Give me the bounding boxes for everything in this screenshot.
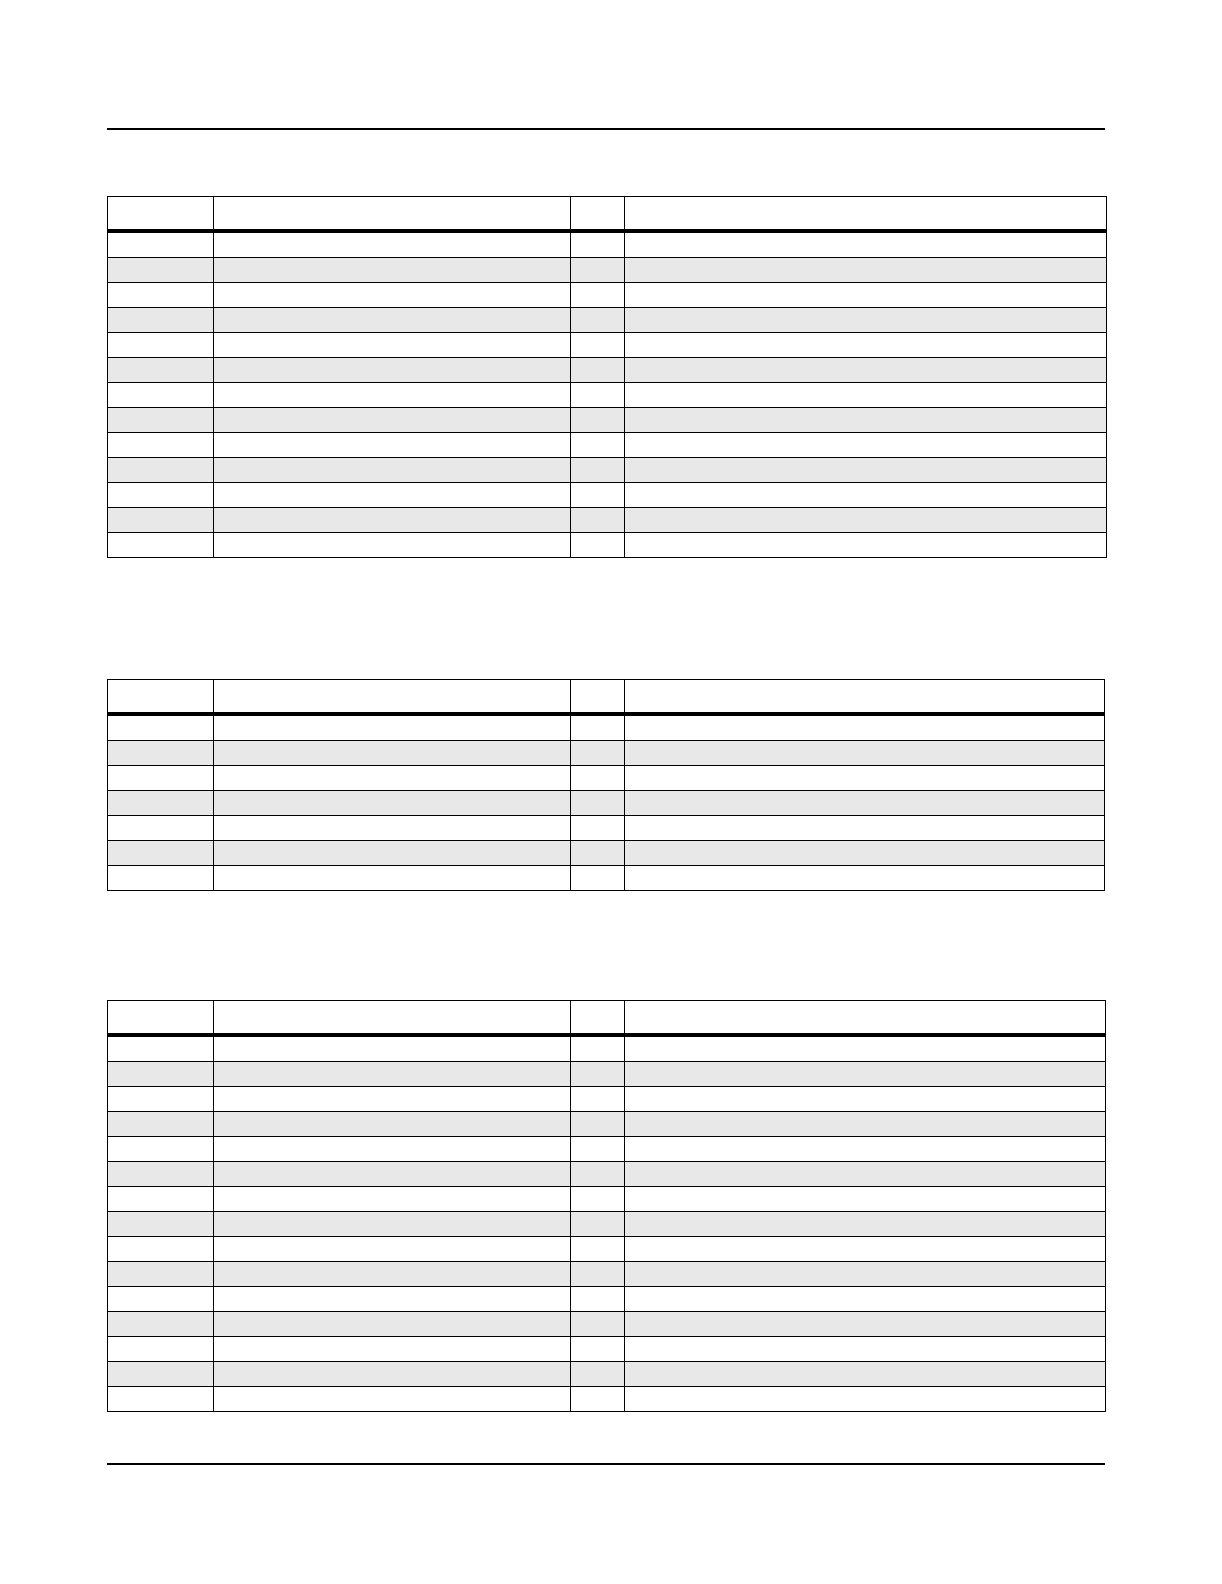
table-cell [625, 333, 1107, 358]
table-cell [571, 383, 625, 408]
table-cell [625, 508, 1107, 533]
table-cell [214, 408, 571, 433]
table-cell [108, 714, 214, 741]
table-cell [571, 1262, 625, 1287]
table-row [108, 1162, 1106, 1187]
table-row [108, 1112, 1106, 1137]
column-header [625, 1001, 1106, 1036]
table-cell [108, 766, 214, 791]
footer-rule [107, 1463, 1105, 1465]
table-row [108, 333, 1107, 358]
table-cell [571, 533, 625, 558]
table-row [108, 508, 1107, 533]
table-cell [214, 766, 571, 791]
table-cell [214, 1337, 571, 1362]
table-row [108, 1387, 1106, 1412]
table-cell [571, 1287, 625, 1312]
column-header [625, 197, 1107, 232]
table-cell [108, 791, 214, 816]
table-cell [214, 458, 571, 483]
table-cell [108, 383, 214, 408]
table-row [108, 1337, 1106, 1362]
table-cell [625, 308, 1107, 333]
table-cell [214, 1387, 571, 1412]
table-cell [214, 1137, 571, 1162]
table-cell [214, 308, 571, 333]
table-cell [571, 841, 625, 866]
table-cell [214, 508, 571, 533]
table-cell [571, 816, 625, 841]
table-cell [625, 866, 1105, 891]
table-cell [571, 333, 625, 358]
table-cell [625, 283, 1107, 308]
table-row [108, 766, 1105, 791]
table-cell [571, 1062, 625, 1087]
table-cell [625, 1387, 1106, 1412]
column-header [108, 197, 214, 232]
table-cell [108, 433, 214, 458]
table-cell [108, 1112, 214, 1137]
table-row [108, 866, 1105, 891]
table-cell [108, 1062, 214, 1087]
table-row [108, 458, 1107, 483]
table-cell [571, 308, 625, 333]
table-cell [625, 533, 1107, 558]
table-header-row [108, 680, 1105, 715]
table-cell [571, 283, 625, 308]
table-cell [214, 791, 571, 816]
table-row [108, 308, 1107, 333]
table-cell [625, 714, 1105, 741]
table-row [108, 1287, 1106, 1312]
table-row [108, 1137, 1106, 1162]
table-cell [108, 508, 214, 533]
table-cell [571, 741, 625, 766]
table-cell [108, 458, 214, 483]
table-cell [108, 1035, 214, 1062]
table-cell [214, 1362, 571, 1387]
table-cell [625, 766, 1105, 791]
table-row [108, 283, 1107, 308]
table-cell [625, 1337, 1106, 1362]
table-row [108, 1362, 1106, 1387]
table-cell [571, 714, 625, 741]
table-1 [107, 196, 1107, 558]
table-cell [108, 283, 214, 308]
table-cell [571, 866, 625, 891]
table-cell [571, 508, 625, 533]
table-cell [625, 1212, 1106, 1237]
header-rule [107, 128, 1105, 130]
column-header [214, 680, 571, 715]
table-cell [214, 1162, 571, 1187]
table-cell [108, 1187, 214, 1212]
table-cell [625, 816, 1105, 841]
table-row [108, 231, 1107, 258]
table-cell [214, 1062, 571, 1087]
table-cell [571, 1237, 625, 1262]
column-header [571, 680, 625, 715]
table-cell [214, 231, 571, 258]
table-cell [625, 791, 1105, 816]
table-cell [108, 408, 214, 433]
table-row [108, 1187, 1106, 1212]
table-cell [108, 1337, 214, 1362]
table-cell [571, 408, 625, 433]
table-header-row [108, 1001, 1106, 1036]
column-header [571, 1001, 625, 1036]
table-cell [571, 1187, 625, 1212]
table-cell [108, 841, 214, 866]
table-cell [625, 258, 1107, 283]
table-cell [108, 231, 214, 258]
table-cell [625, 483, 1107, 508]
table-cell [108, 1212, 214, 1237]
table-cell [571, 1087, 625, 1112]
table-cell [214, 1237, 571, 1262]
table-cell [214, 1035, 571, 1062]
table-row [108, 816, 1105, 841]
table-cell [625, 1362, 1106, 1387]
table-3 [107, 1000, 1106, 1412]
table-cell [625, 1237, 1106, 1262]
table-row [108, 791, 1105, 816]
table-row [108, 483, 1107, 508]
table-row [108, 433, 1107, 458]
table-row [108, 258, 1107, 283]
table-cell [108, 533, 214, 558]
table-cell [571, 231, 625, 258]
table-cell [214, 1287, 571, 1312]
table-cell [108, 1387, 214, 1412]
table-cell [625, 231, 1107, 258]
table-row [108, 533, 1107, 558]
table-cell [108, 816, 214, 841]
table-cell [571, 1312, 625, 1337]
table-cell [108, 1137, 214, 1162]
table-cell [214, 816, 571, 841]
table-cell [214, 1312, 571, 1337]
table-cell [571, 458, 625, 483]
column-header [571, 197, 625, 232]
table-cell [571, 433, 625, 458]
table-row [108, 358, 1107, 383]
table-cell [625, 1287, 1106, 1312]
table-cell [625, 741, 1105, 766]
table-cell [108, 258, 214, 283]
table-cell [214, 1262, 571, 1287]
table-cell [571, 1362, 625, 1387]
table-cell [108, 1287, 214, 1312]
table-cell [625, 1312, 1106, 1337]
table-cell [571, 1137, 625, 1162]
table-row [108, 1087, 1106, 1112]
table-cell [214, 333, 571, 358]
column-header [108, 1001, 214, 1036]
table-cell [214, 258, 571, 283]
column-header [625, 680, 1105, 715]
table-row [108, 841, 1105, 866]
table-cell [214, 741, 571, 766]
table-cell [214, 714, 571, 741]
table-cell [625, 358, 1107, 383]
table-cell [108, 866, 214, 891]
table-cell [214, 1087, 571, 1112]
table-cell [214, 383, 571, 408]
table-row [108, 714, 1105, 741]
table-cell [571, 483, 625, 508]
table-cell [625, 1137, 1106, 1162]
table-row [108, 1035, 1106, 1062]
table-cell [214, 1212, 571, 1237]
table-header-row [108, 197, 1107, 232]
table-row [108, 1212, 1106, 1237]
table-cell [625, 841, 1105, 866]
table-cell [571, 766, 625, 791]
table-cell [108, 741, 214, 766]
column-header [214, 1001, 571, 1036]
table-cell [625, 458, 1107, 483]
table-cell [571, 1035, 625, 1062]
table-cell [571, 1337, 625, 1362]
table-cell [571, 258, 625, 283]
table-cell [108, 483, 214, 508]
table-row [108, 408, 1107, 433]
table-cell [625, 1035, 1106, 1062]
table-cell [214, 1112, 571, 1137]
table-cell [571, 1387, 625, 1412]
table-cell [571, 1112, 625, 1137]
table-cell [571, 358, 625, 383]
table-cell [108, 333, 214, 358]
table-cell [214, 533, 571, 558]
table-cell [625, 1112, 1106, 1137]
table-row [108, 1312, 1106, 1337]
table-cell [571, 791, 625, 816]
table-cell [571, 1162, 625, 1187]
table-cell [108, 1312, 214, 1337]
table-cell [625, 433, 1107, 458]
table-cell [625, 1087, 1106, 1112]
table-cell [214, 866, 571, 891]
table-cell [108, 1237, 214, 1262]
table-cell [214, 841, 571, 866]
table-cell [625, 1162, 1106, 1187]
table-cell [108, 358, 214, 383]
table-cell [625, 1187, 1106, 1212]
column-header [214, 197, 571, 232]
table-cell [625, 408, 1107, 433]
table-cell [108, 1087, 214, 1112]
table-row [108, 741, 1105, 766]
table-cell [214, 358, 571, 383]
table-row [108, 1262, 1106, 1287]
table-cell [108, 1162, 214, 1187]
table-row [108, 1237, 1106, 1262]
table-cell [625, 383, 1107, 408]
table-cell [214, 483, 571, 508]
table-cell [214, 283, 571, 308]
table-cell [625, 1062, 1106, 1087]
table-cell [625, 1262, 1106, 1287]
table-cell [571, 1212, 625, 1237]
table-row [108, 383, 1107, 408]
column-header [108, 680, 214, 715]
table-cell [108, 308, 214, 333]
table-2 [107, 679, 1105, 891]
table-row [108, 1062, 1106, 1087]
table-cell [108, 1262, 214, 1287]
table-cell [214, 1187, 571, 1212]
table-cell [108, 1362, 214, 1387]
table-cell [214, 433, 571, 458]
